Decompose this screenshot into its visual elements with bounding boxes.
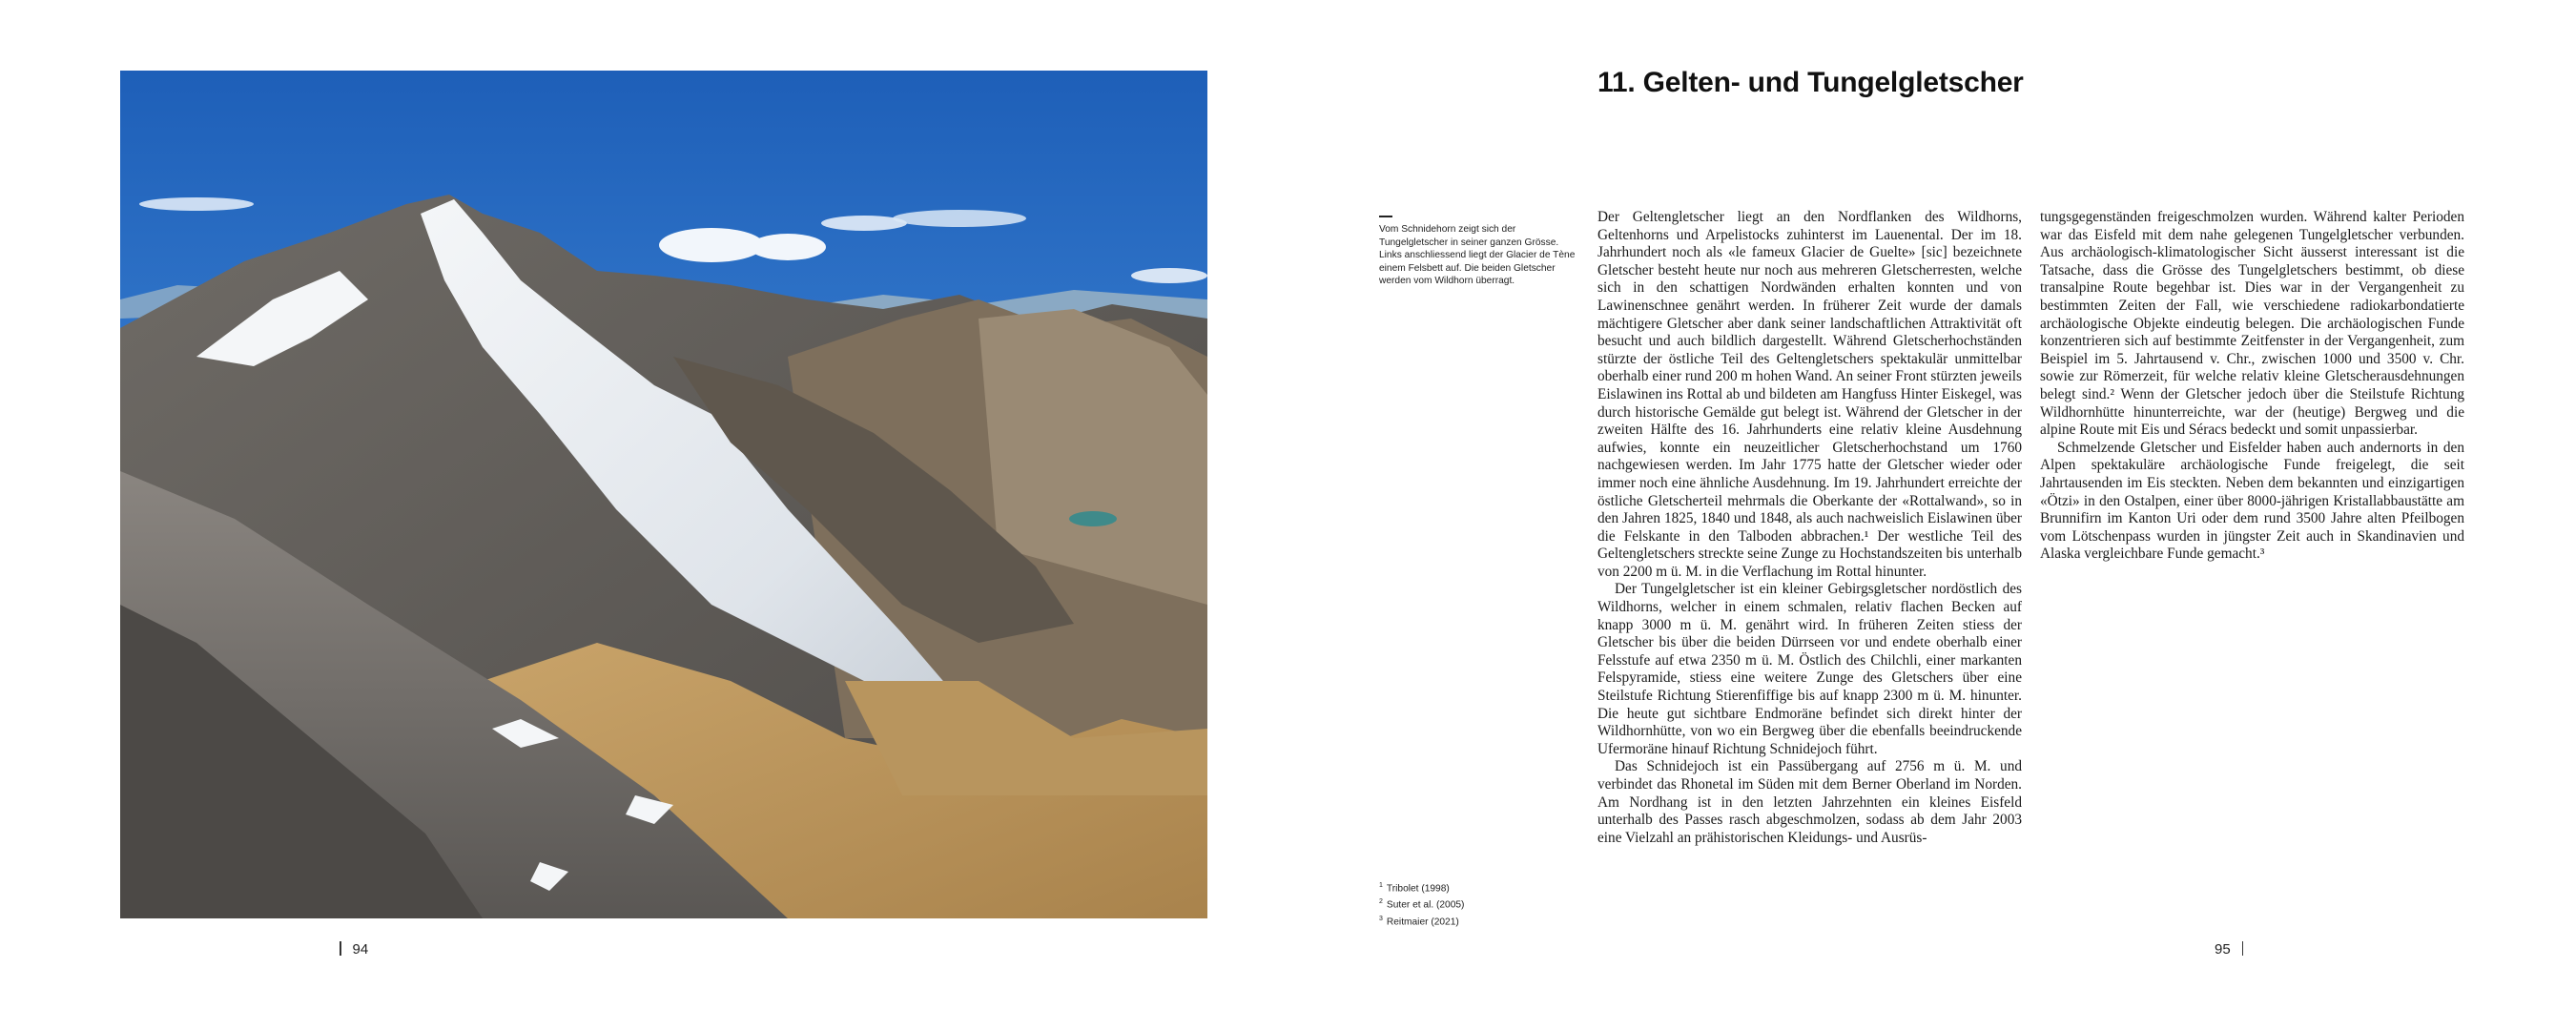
footnote-text: Reitmaier (2021) (1386, 917, 1459, 928)
text-column-1 (1597, 209, 2022, 847)
caption-rule (1379, 216, 1392, 217)
glacier-photo (120, 71, 1207, 918)
folio-rule (2242, 941, 2244, 956)
footnote-number: 3 (1379, 915, 1383, 922)
footnote (1379, 913, 1464, 929)
footnote-number: 2 (1379, 898, 1383, 906)
footnotes (1379, 879, 1464, 929)
page-number-left (340, 941, 368, 958)
footnote (1379, 879, 1464, 896)
body-paragraph: Der Geltengletscher liegt an den Nordflanken des Wildhorns, Geltenhorns und Arpelistocks zuhinterst im Lauenental. Der im 18. Jahrhundert noch als «le fameux Glacier de Guelte» [sic] bezeichnete Gletscher besteht heute nur noch aus mehreren Gletscherresten, welche sich in den schattigen Nordwänden erhalten konnten und von Lawinenschnee genährt werden. In früherer Zeit wurde der damals mächtigere Gletscher aber dank seiner landschaftlichen Attraktivität oft besucht und auch bildlich dargestellt. Während Gletscherhochständen stürzte der östliche Teil des Geltengletschers spektakulär unmittelbar oberhalb einer rund 200 m hohen Wand. An seiner Front stürzten jeweils Eislawinen ins Rottal ab und bildeten am Hangfuss Hinter Eiskegel, was durch historische Gemälde gut belegt ist. Während der Gletscher in der zweiten Hälfte des 16. Jahrhunderts eine relativ kleine Ausdehnung aufwies, konnte ein neuzeitlicher Gletscherhochstand um 1760 nachgewiesen werden. Im Jahr 1775 hatte der Gletscher wieder oder immer noch eine ähnliche Ausdehnung. Im 19. Jahrhundert erreichte der östliche Gletscherteil mehrmals die Oberkante der «Rottalwand», so in den Jahren 1825, 1840 und 1848, als auch nachweislich Eislawinen über die Felskante in den Talboden abbrachen.¹ Der westliche Teil des Geltengletschers streckte seine Zunge zu Hochstandszeiten bis unterhalb von 2200 m ü. M. in die Verflachung im Rottal hinunter. (1597, 209, 2022, 580)
page-number-value: 95 (2215, 941, 2231, 958)
footnote-text: Suter et al. (2005) (1386, 899, 1465, 911)
page-number-right (2215, 941, 2243, 958)
photo-caption: Vom Schnidehorn zeigt sich der Tungelgletscher in seiner ganzen Grösse. Links anschliessend liegt der Glacier de Tène einem Felsbett auf. Die beiden Gletscher werden vom Wildhorn überragt. (1379, 224, 1576, 286)
glacier-photo-illustration (120, 71, 1207, 918)
footnote (1379, 896, 1464, 912)
body-paragraph: Das Schnidejoch ist ein Passübergang auf 2756 m ü. M. und verbindet das Rhonetal im Süden mit dem Berner Oberland im Norden. Am Nordhang ist in den letzten Jahrzehnten ein kleines Eisfeld unterhalb des Passes rasch abgeschmolzen, sodass ab dem Jahr 2003 eine Vielzahl an prähistorischen Kleidungs- und Ausrüs- (1597, 758, 2022, 846)
text-column-2 (2040, 209, 2464, 564)
footnote-text: Tribolet (1998) (1386, 883, 1450, 895)
footnote-number: 1 (1379, 882, 1383, 889)
folio-rule (340, 941, 341, 956)
page-number-value: 94 (352, 941, 369, 958)
body-paragraph: Schmelzende Gletscher und Eisfelder haben auch andernorts in den Alpen spektakuläre archäologische Funde freigelegt, die seit Jahrtausenden im Eis steckten. Neben dem bekannten und einzigartigen «Ötzi» in den Ostalpen, einer über 8000-jährigen Kristallabbaustätte am Brunnifirn im Kanton Uri oder dem rund 3500 Jahre alten Pfeilbogen vom Lötschenpass wurden in jüngster Zeit auch in Skandinavien und Alaska vergleichbare Funde gemacht.³ (2040, 439, 2464, 563)
body-paragraph: tungsgegenständen freigeschmolzen wurden. Während kalter Perioden war das Eisfeld mit dem nahe gelegenen Tungelgletscher verbunden. Aus archäologisch-klimatologischer Sicht äusserst interessant ist die Tatsache, dass die Grösse des Tungelgletschers bestimmt, ob diese transalpine Route begehbar ist. Dies war in der Vergangenheit zu bestimmten Zeiten der Fall, wie verschiedene radiokarbondatierte archäologische Objekte eindeutig belegen. Die archäologischen Funde konzentrieren sich auf bestimmte Zeitfenster in der Vergangenheit, zum Beispiel im 5. Jahrtausend v. Chr., zwischen 1000 und 3500 v. Chr. sowie zur Römerzeit, für welche relativ kleine Gletscherausdehnungen belegt sind.² Wenn der Gletscher jedoch über die Steilstufe Richtung Wildhornhütte hinunterreichte, war der (heutige) Bergweg und die alpine Route mit Eis und Séracs bedeckt und somit unpassierbar. (2040, 209, 2464, 439)
body-paragraph: Der Tungelgletscher ist ein kleiner Gebirgsgletscher nordöstlich des Wildhorns, welcher in einem schmalen, relativ flachen Becken auf knapp 3000 m ü. M. genährt wird. In früheren Zeiten stiess der Gletscher bis über die beiden Dürrseen vor und endete oberhalb einer Felsstufe auf etwa 2350 m ü. M. Östlich des Chilchli, einer markanten Felspyramide, stiess eine weitere Zunge des Gletschers über eine Steilstufe Richtung Stierenfiffige bis auf knapp 2300 m ü. M. hinunter. Die heute gut sichtbare Endmoräne befindet sich direkt hinter der Wildhornhütte, von wo ein Bergweg über die ebenfalls beeindruckende Ufermoräne hinauf Richtung Schnidejoch führt. (1597, 581, 2022, 757)
chapter-title: 11. Gelten- und Tungelgletscher (1597, 67, 2024, 98)
